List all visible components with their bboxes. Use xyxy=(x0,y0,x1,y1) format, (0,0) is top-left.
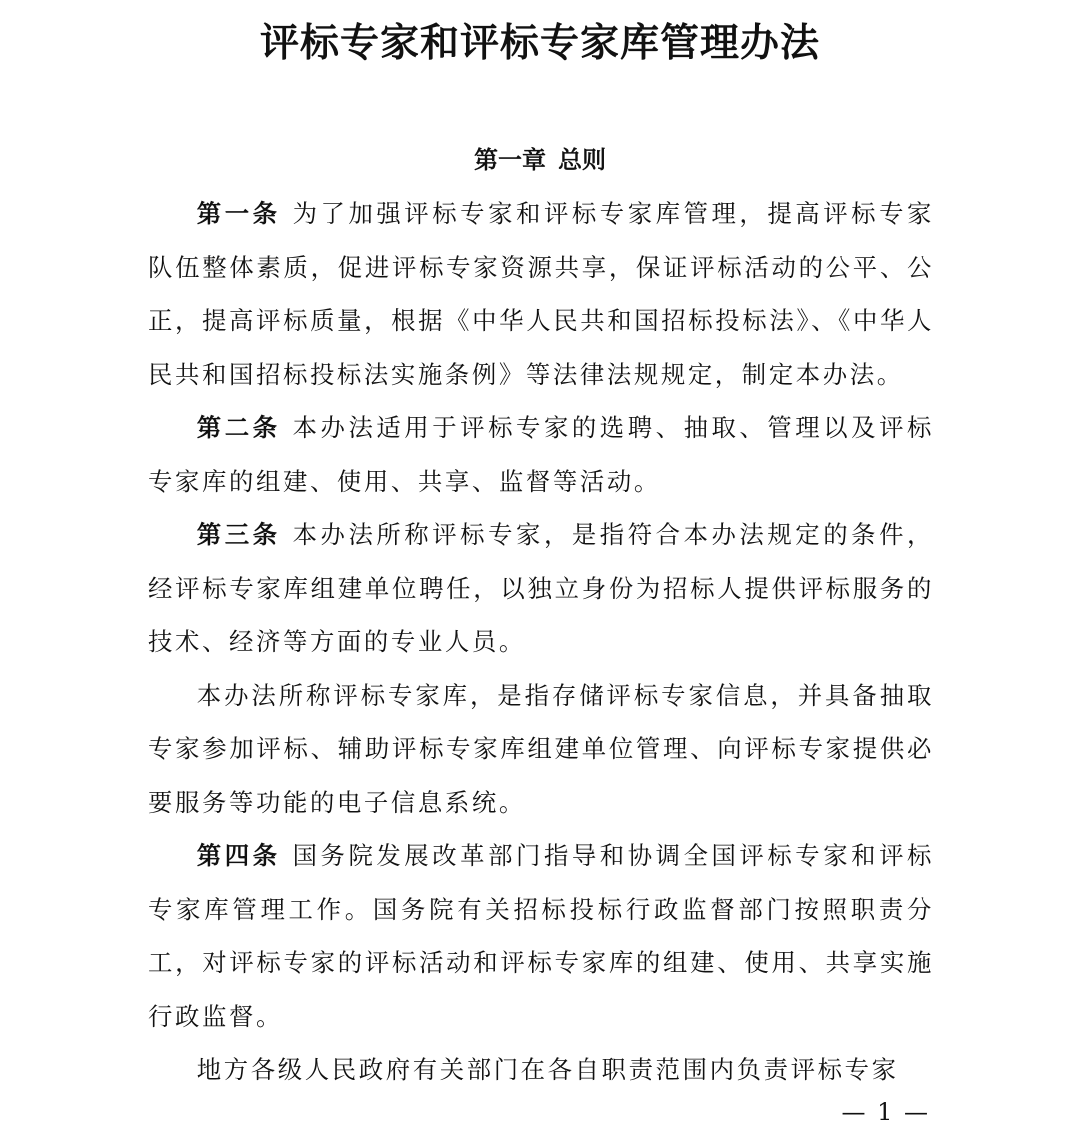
article-text: 本办法所称评标专家，是指符合本办法规定的条件，经评标专家库组建单位聘任，以独立身份为招标人提供评标服务的技术、经济等方面的专业人员。 xyxy=(148,520,934,656)
article-4 xyxy=(148,829,934,1043)
document-body xyxy=(148,187,934,1097)
article-text: 本办法所称评标专家库，是指存储评标专家信息，并具备抽取专家参加评标、辅助评标专家库组建单位管理、向评标专家提供必要服务等功能的电子信息系统。 xyxy=(148,680,934,817)
article-label: 第四条 xyxy=(196,841,281,870)
chapter-title xyxy=(0,136,1080,184)
article-text: 国务院发展改革部门指导和协调全国评标专家和评标专家库管理工作。国务院有关招标投标行政监督部门按照职责分工，对评标专家的评标活动和评标专家库的组建、使用、共享实施行政监督。 xyxy=(148,841,934,1031)
article-text: 本办法适用于评标专家的选聘、抽取、管理以及评标专家库的组建、使用、共享、监督等活动。 xyxy=(148,413,934,496)
article-label: 第二条 xyxy=(196,413,281,442)
document-title: 评标专家和评标专家库管理办法 xyxy=(259,21,820,66)
page-number: — 1 — xyxy=(841,1098,930,1126)
article-1 xyxy=(148,187,934,401)
article-label: 第一条 xyxy=(196,199,281,228)
article-text: 地方各级人民政府有关部门在各自职责范围内负责评标专家 xyxy=(196,1055,899,1084)
chapter-name: 总则 xyxy=(558,146,606,174)
article-text: 为了加强评标专家和评标专家库管理，提高评标专家队伍整体素质，促进评标专家资源共享，保证评标活动的公平、公正，提高评标质量，根据《中华人民共和国招标投标法》、《中华人民共和国招标投标法实施条例》等法律法规规定，制定本办法。 xyxy=(148,199,934,389)
article-2 xyxy=(148,401,934,508)
article-3-paragraph-2 xyxy=(148,669,934,830)
article-label: 第三条 xyxy=(196,520,281,549)
chapter-number: 第一章 xyxy=(474,146,546,174)
article-3 xyxy=(148,508,934,669)
article-4-paragraph-2 xyxy=(148,1043,934,1097)
